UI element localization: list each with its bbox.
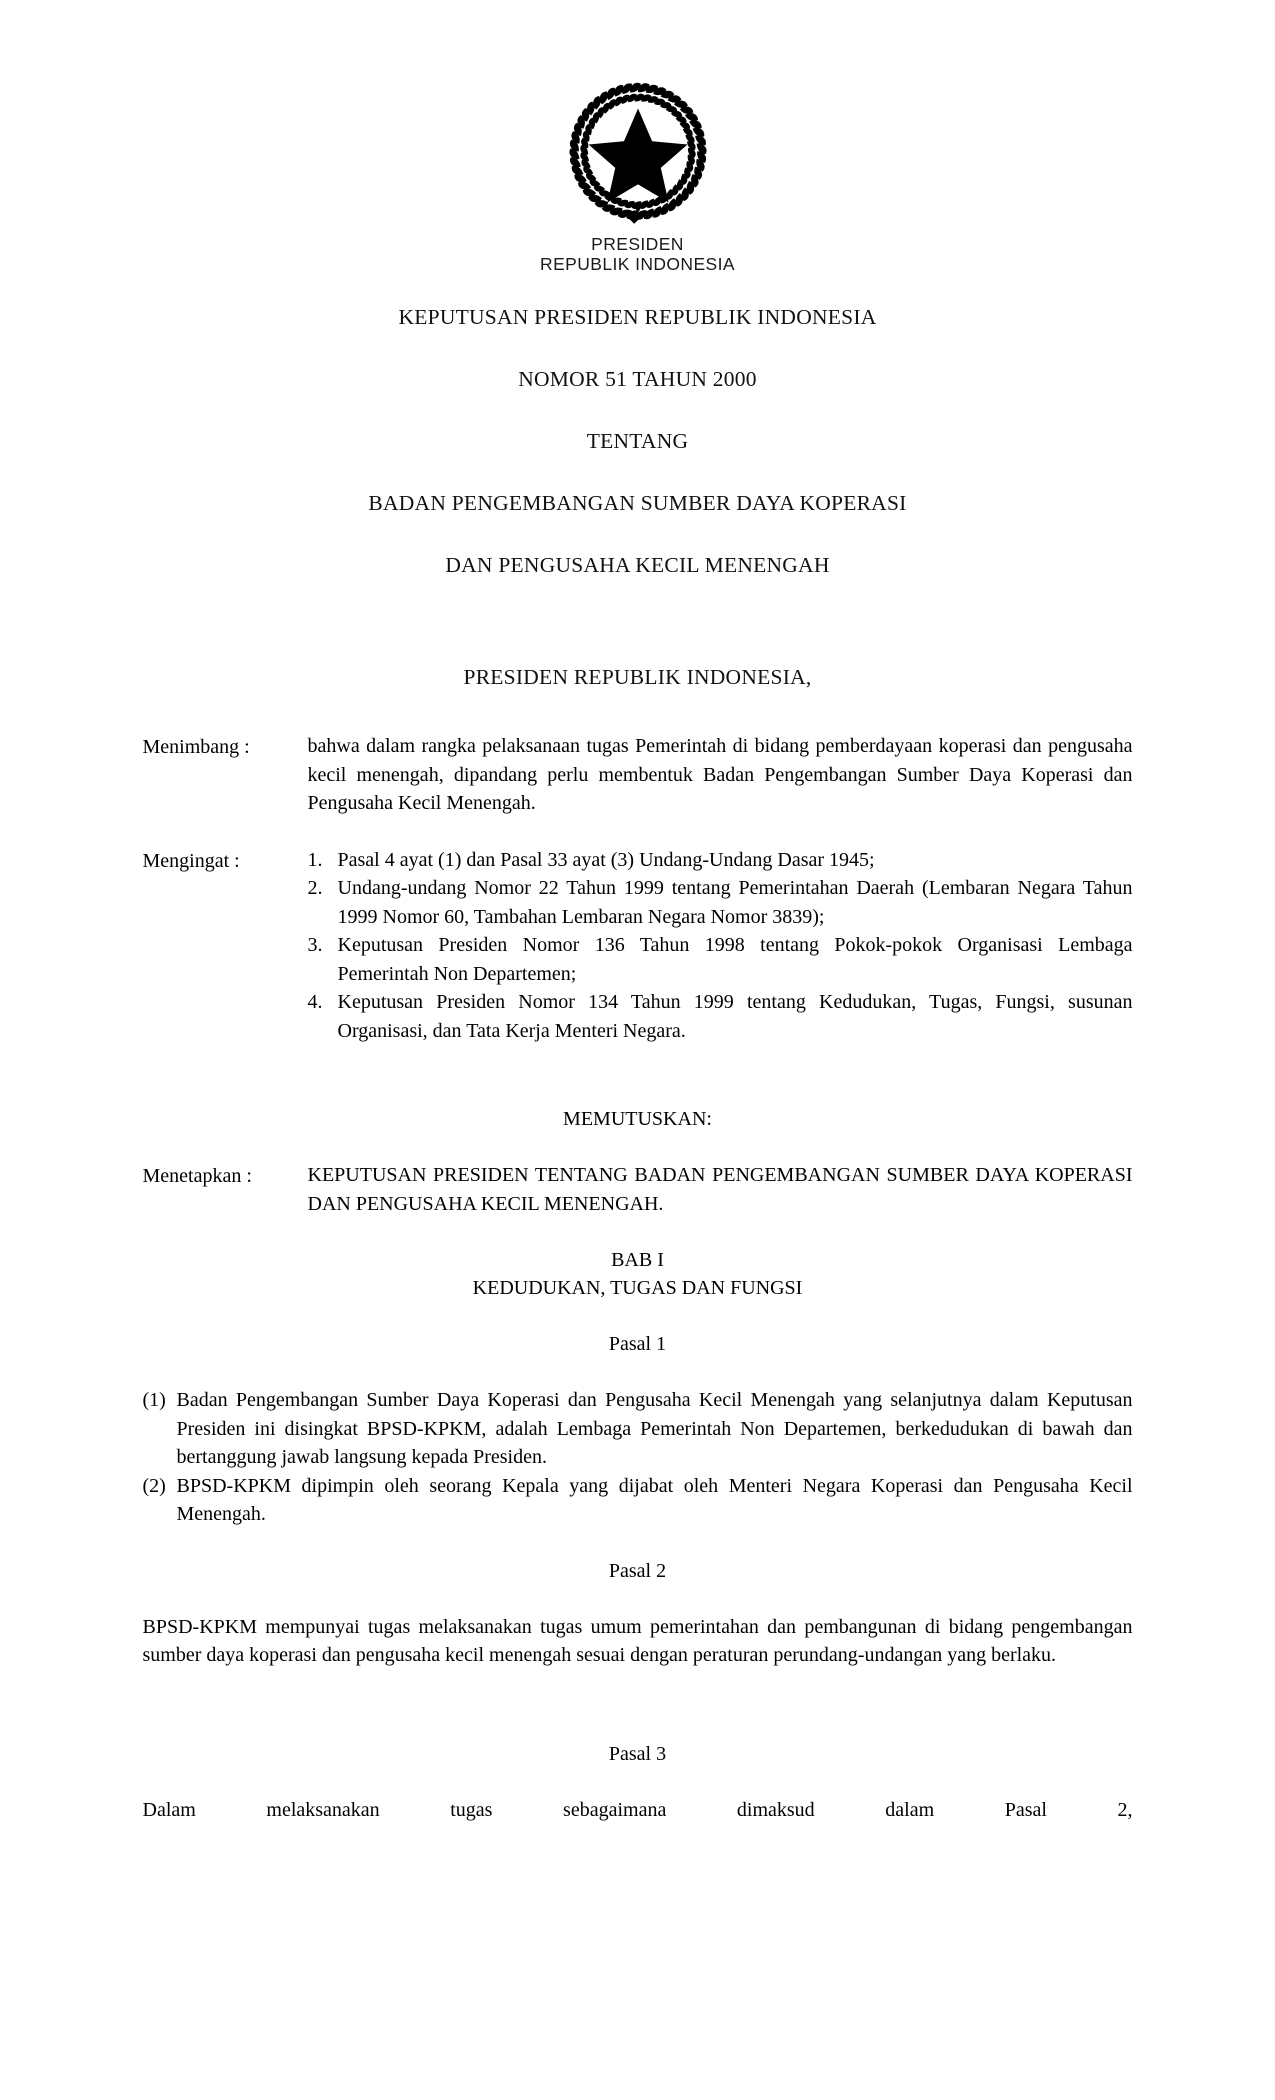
- menimbang-text: bahwa dalam rangka pelaksanaan tugas Pemerintah di bidang pemberdayaan koperasi dan pengusaha kecil menengah, dipandang perlu membentuk Badan Pengembangan Sumber Daya Koperasi dan Pengusaha Kecil Menengah.: [307, 735, 1133, 814]
- list-item-number: 2.: [307, 877, 323, 899]
- letterhead-line-presiden: PRESIDEN: [591, 234, 684, 254]
- bab-title: KEDUDUKAN, TUGAS DAN FUNGSI: [472, 1277, 803, 1299]
- list-item-text: Pasal 4 ayat (1) dan Pasal 33 ayat (3) Undang-Undang Dasar 1945;: [337, 848, 875, 871]
- title-subject-line-2: DAN PENGUSAHA KECIL MENENGAH: [445, 553, 830, 577]
- menimbang-colon: :: [244, 736, 250, 758]
- title-nomor-tahun: NOMOR 51 TAHUN 2000: [518, 367, 757, 391]
- title-keputusan-presiden: KEPUTUSAN PRESIDEN REPUBLIK INDONESIA: [398, 305, 877, 329]
- indonesian-presidential-seal-icon: [554, 78, 722, 228]
- title-subject-line-1: BADAN PENGEMBANGAN SUMBER DAYA KOPERASI: [368, 491, 907, 515]
- clause-menetapkan-label: [143, 1161, 308, 1191]
- opening-authority-line: PRESIDEN REPUBLIK INDONESIA,: [463, 665, 812, 689]
- clause-menetapkan: [143, 1161, 1133, 1218]
- list-item: [308, 874, 1133, 931]
- clause-mengingat-label: [143, 846, 308, 876]
- pasal-1-heading: Pasal 1: [608, 1333, 667, 1355]
- list-item-number: 3.: [307, 934, 323, 956]
- mengingat-list: [308, 846, 1133, 1046]
- pasal-2-text: BPSD-KPKM mempunyai tugas melaksanakan tugas umum pemerintahan dan pembangunan di bidang pengembangan sumber daya koperasi dan pengusaha kecil menengah sesuai dengan peraturan perundang-undangan yang berlaku.: [142, 1615, 1133, 1666]
- menetapkan-label-text: Menetapkan: [142, 1165, 242, 1187]
- letterhead-caption: [0, 234, 1275, 274]
- list-item-number: 1.: [307, 848, 323, 871]
- pasal-3-heading: Pasal 3: [608, 1742, 667, 1765]
- ayat-number: (2): [142, 1474, 166, 1497]
- pasal-3-text: Dalam melaksanakan tugas sebagaimana dimaksud dalam Pasal 2,: [142, 1798, 1133, 1821]
- list-item-text: Keputusan Presiden Nomor 136 Tahun 1998 tentang Pokok-pokok Organisasi Lembaga Pemerintah Non Departemen;: [337, 934, 1133, 985]
- letterhead: [0, 0, 1275, 274]
- memutuskan-heading: MEMUTUSKAN:: [563, 1108, 712, 1130]
- pasal-2-heading: Pasal 2: [608, 1559, 667, 1582]
- list-item-text: Keputusan Presiden Nomor 134 Tahun 1999 tentang Kedudukan, Tugas, Fungsi, susunan Organisasi, dan Tata Kerja Menteri Negara.: [337, 991, 1133, 1042]
- list-item-number: 4.: [307, 991, 323, 1013]
- clause-menimbang: [143, 732, 1133, 818]
- letterhead-line-republik-indonesia: REPUBLIK INDONESIA: [540, 254, 735, 274]
- list-item: [308, 931, 1133, 988]
- menimbang-label-text: Menimbang: [142, 736, 240, 758]
- clause-menimbang-body: [308, 732, 1133, 818]
- document-body: [143, 732, 1133, 1853]
- title-tentang: TENTANG: [586, 429, 689, 453]
- list-item: [143, 1386, 1133, 1472]
- menetapkan-colon: :: [246, 1165, 252, 1187]
- menetapkan-text: KEPUTUSAN PRESIDEN TENTANG BADAN PENGEMBANGAN SUMBER DAYA KOPERASI DAN PENGUSAHA KECIL MENENGAH.: [307, 1164, 1133, 1215]
- ayat-text: Badan Pengembangan Sumber Daya Koperasi dan Pengusaha Kecil Menengah yang selanjutnya dalam Keputusan Presiden ini disingkat BPSD-KPKM, adalah Lembaga Pemerintah Non Departemen, berkedudukan di bawah dan bertanggung jawab langsung kepada Presiden.: [176, 1389, 1133, 1468]
- bab-number: BAB I: [611, 1249, 664, 1271]
- document-title-block: [0, 304, 1275, 578]
- clause-mengingat: [143, 846, 1133, 1046]
- clause-mengingat-body: [308, 846, 1133, 1046]
- clause-menimbang-label: [143, 732, 308, 762]
- ayat-number: (1): [142, 1389, 166, 1411]
- list-item: [308, 988, 1133, 1045]
- list-item-text: Undang-undang Nomor 22 Tahun 1999 tentang Pemerintahan Daerah (Lembaran Negara Tahun 1999 Nomor 60, Tambahan Lembaran Negara Nomor 3839);: [337, 877, 1133, 928]
- ayat-text: BPSD-KPKM dipimpin oleh seorang Kepala yang dijabat oleh Menteri Negara Koperasi dan Pengusaha Kecil Menengah.: [176, 1474, 1133, 1525]
- mengingat-colon: :: [234, 849, 240, 872]
- list-item: [308, 846, 1133, 875]
- list-item: [143, 1472, 1133, 1529]
- pasal-1-ayat-list: [143, 1386, 1133, 1529]
- mengingat-label-text: Mengingat: [142, 849, 230, 872]
- clause-menetapkan-body: [308, 1161, 1133, 1218]
